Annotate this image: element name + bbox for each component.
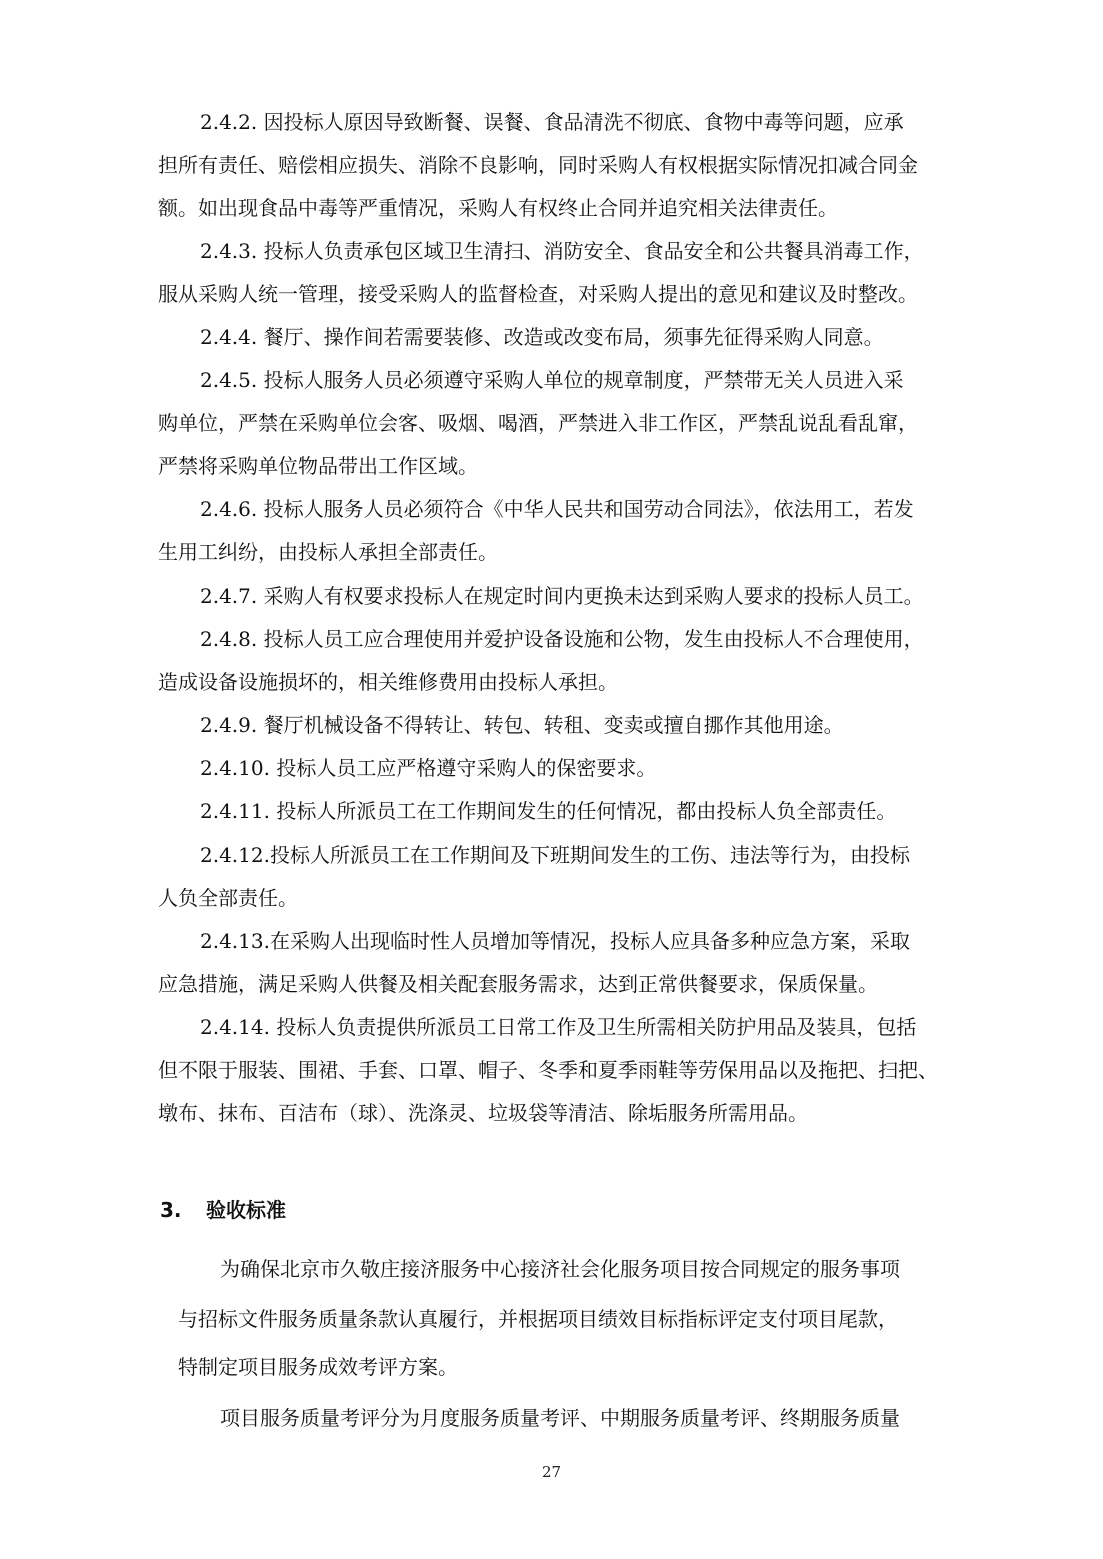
clause-2-4-2-line-2: 担所有责任、赔偿相应损失、消除不良影响，同时采购人有权根据实际情况扣减合同金 [158,153,918,177]
clause-2-4-8-line-2: 造成设备设施损坏的，相关维修费用由投标人承担。 [158,670,618,694]
clause-2-4-11-line-1: 2.4.11. 投标人所派员工在工作期间发生的任何情况，都由投标人负全部责任。 [200,799,897,823]
clause-2-4-5-line-2: 购单位，严禁在采购单位会客、吸烟、喝酒，严禁进入非工作区，严禁乱说乱看乱窜， [158,411,918,435]
clause-2-4-9-line-1: 2.4.9. 餐厅机械设备不得转让、转包、转租、变卖或擅自挪作其他用途。 [200,713,844,737]
section-paragraph-2-line-1: 项目服务质量考评分为月度服务质量考评、中期服务质量考评、终期服务质量 [220,1406,900,1430]
clause-2-4-2-line-1: 2.4.2. 因投标人原因导致断餐、误餐、食品清洗不彻底、食物中毒等问题，应承 [200,110,904,134]
page-number: 27 [541,1463,562,1481]
clause-2-4-13-line-1: 2.4.13.在采购人出现临时性人员增加等情况，投标人应具备多种应急方案，采取 [200,929,910,953]
clause-2-4-12-line-1: 2.4.12.投标人所派员工在工作期间及下班期间发生的工伤、违法等行为，由投标 [200,843,910,867]
clause-2-4-4-line-1: 2.4.4. 餐厅、操作间若需要装修、改造或改变布局，须事先征得采购人同意。 [200,325,884,349]
clause-2-4-12-line-2: 人负全部责任。 [158,886,298,910]
clause-2-4-5-line-1: 2.4.5. 投标人服务人员必须遵守采购人单位的规章制度，严禁带无关人员进入采 [200,368,904,392]
clause-2-4-2-line-3: 额。如出现食品中毒等严重情况，采购人有权终止合同并追究相关法律责任。 [158,196,838,220]
section-number: 3. [160,1198,182,1222]
section-paragraph-1-line-2: 与招标文件服务质量条款认真履行，并根据项目绩效目标指标评定支付项目尾款， [178,1307,898,1331]
clause-2-4-7-line-1: 2.4.7. 采购人有权要求投标人在规定时间内更换未达到采购人要求的投标人员工。 [200,584,924,608]
section-paragraph-1-line-1: 为确保北京市久敬庄接济服务中心接济社会化服务项目按合同规定的服务事项 [220,1257,900,1281]
clause-2-4-14-line-1: 2.4.14. 投标人负责提供所派员工日常工作及卫生所需相关防护用品及装具，包括 [200,1015,917,1039]
clause-2-4-6-line-1: 2.4.6. 投标人服务人员必须符合《中华人民共和国劳动合同法》，依法用工，若发 [200,497,914,521]
clause-2-4-6-line-2: 生用工纠纷，由投标人承担全部责任。 [158,540,498,564]
clause-2-4-8-line-1: 2.4.8. 投标人员工应合理使用并爱护设备设施和公物，发生由投标人不合理使用， [200,627,924,651]
clause-2-4-10-line-1: 2.4.10. 投标人员工应严格遵守采购人的保密要求。 [200,756,657,780]
clause-2-4-3-line-2: 服从采购人统一管理，接受采购人的监督检查，对采购人提出的意见和建议及时整改。 [158,282,918,306]
clause-2-4-13-line-2: 应急措施，满足采购人供餐及相关配套服务需求，达到正常供餐要求，保质保量。 [158,972,878,996]
clause-2-4-14-line-3: 墩布、抹布、百洁布（球）、洗涤灵、垃圾袋等清洁、除垢服务所需用品。 [158,1101,808,1125]
section-paragraph-1-line-3: 特制定项目服务成效考评方案。 [178,1355,458,1379]
section-title: 验收标准 [206,1198,286,1222]
section-heading [160,1196,286,1224]
clause-2-4-3-line-1: 2.4.3. 投标人负责承包区域卫生清扫、消防安全、食品安全和公共餐具消毒工作， [200,239,924,263]
clause-2-4-5-line-3: 严禁将采购单位物品带出工作区域。 [158,454,478,478]
clause-2-4-14-line-2: 但不限于服装、围裙、手套、口罩、帽子、冬季和夏季雨鞋等劳保用品以及拖把、扫把、 [158,1058,938,1082]
